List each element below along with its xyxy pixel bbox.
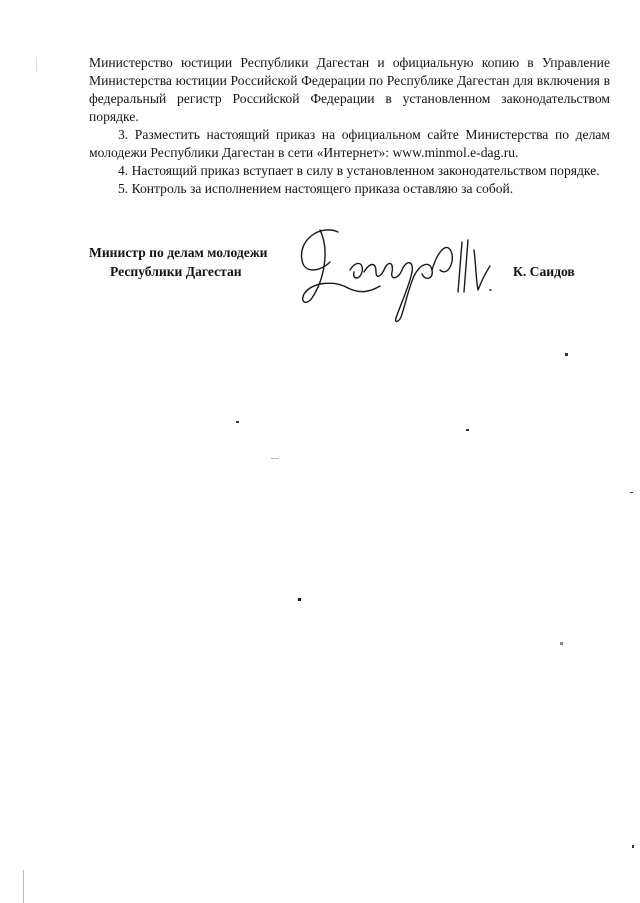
signature-icon [290,210,515,330]
scan-speck [466,429,469,431]
scan-speck [565,353,568,356]
scan-speck [236,421,239,423]
scan-speck [271,458,279,459]
scan-speck [632,845,634,848]
document-body [89,54,610,198]
paragraph-item-3: 3. Разместить настоящий приказ на официальном сайте Министерства по делам молодежи Республики Дагестан в сети «Интернет»: www.minmol.e-dag.ru. [89,127,610,160]
signatory-title-line1: Министр по делам молодежи [89,245,268,260]
paragraph-item-4: 4. Настоящий приказ вступает в силу в установленном законодательством порядке. [118,163,600,178]
scan-speck [630,492,633,493]
scan-edge [36,58,37,72]
signatory-name: К. Саидов [513,264,575,279]
scan-edge [23,870,24,903]
paragraph-continuation: Министерство юстиции Республики Дагестан и официальную копию в Управление Министерства юстиции Российской Федерации по Республике Дагестан для включения в федеральный регистр Российской Федерации в установленном законодательством порядке. [89,55,610,124]
signatory-title [89,243,268,281]
paragraph-item-5: 5. Контроль за исполнением настоящего приказа оставляю за собой. [118,181,514,196]
scan-speck [560,642,563,645]
signatory-title-line2: Республики Дагестан [110,264,242,279]
scan-speck [298,598,301,601]
